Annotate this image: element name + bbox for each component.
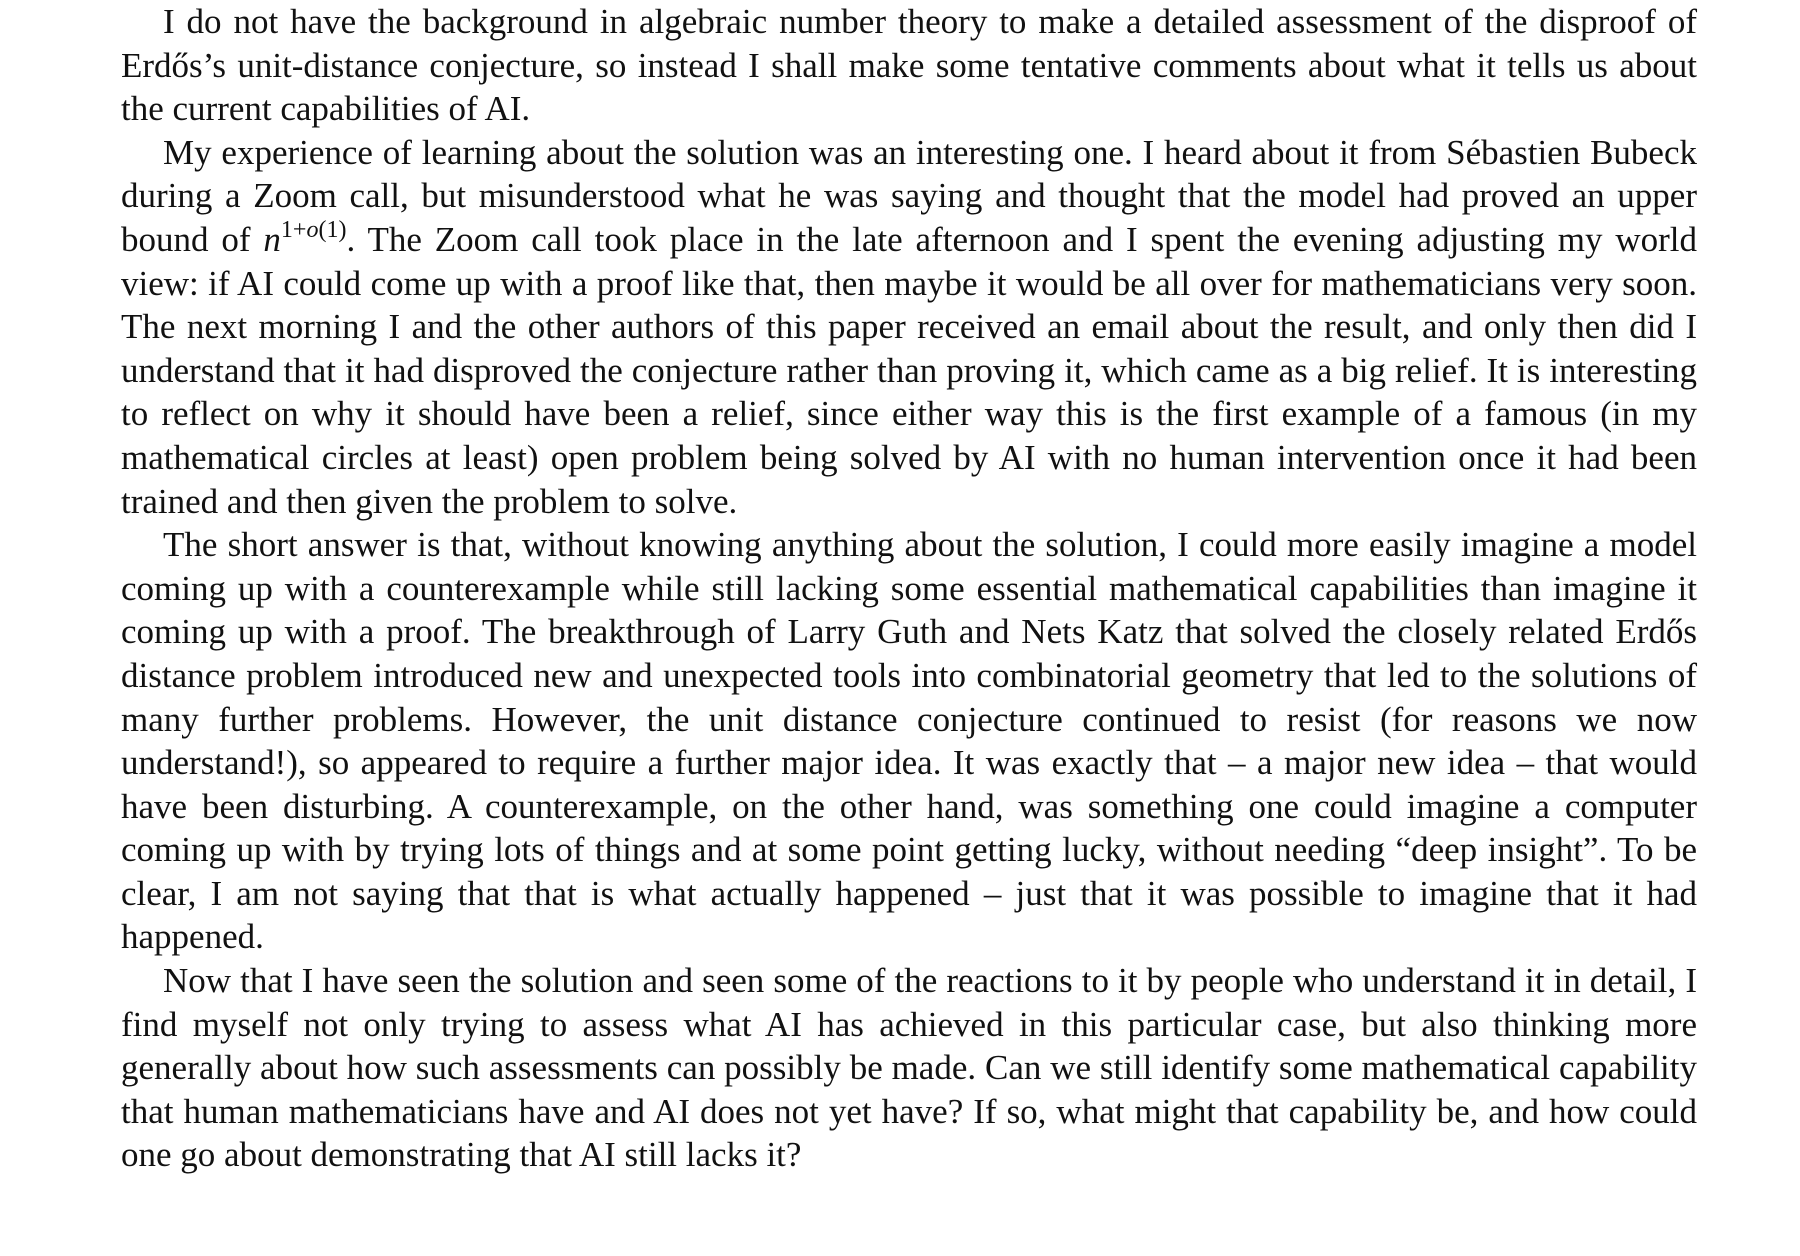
paragraph-1: I do not have the background in algebraic number theory to make a detailed assessment of the disproof of Erdős’s unit-distance conjecture, so instead I shall make some tentative comments about what it tells us about the current capabilities of AI. bbox=[121, 2, 1697, 129]
document-body bbox=[121, 0, 1697, 1177]
math-exponent-pre: 1+ bbox=[280, 216, 307, 243]
math-exponent-post: (1) bbox=[318, 216, 347, 243]
paragraph-2-text-before-math: My experience of learning about the solution was an interesting one. I heard about it from Sébastien Bubeck during a Zoom call, but misunderstood what he was saying and thought that the model had proved an upper bound of bbox=[121, 132, 1697, 259]
math-exponent-little-o: o bbox=[306, 216, 319, 243]
paragraph-4: Now that I have seen the solution and seen some of the reactions to it by people who understand it in detail, I find myself not only trying to assess what AI has achieved in this particular case, but also thinking more generally about how such assessments can possibly be made. Can we still identify some mathematical capability that human mathematicians have and AI does not yet have? If so, what might that capability be, and how could one go about demonstrating that AI still lacks it? bbox=[121, 961, 1697, 1175]
paragraph-3: The short answer is that, without knowing anything about the solution, I could more easily imagine a model coming up with a counterexample while still lacking some essential mathematical capabilities than imagine it coming up with a proof. The breakthrough of Larry Guth and Nets Katz that solved the closely related Erdős distance problem introduced new and unexpected tools into combinatorial geometry that led to the solutions of many further problems. However, the unit distance conjecture continued to resist (for reasons we now understand!), so appeared to require a further major idea. It was exactly that – a major new idea – that would have been disturbing. A counterexample, on the other hand, was something one could imagine a computer coming up with by trying lots of things and at some point getting lucky, without needing “deep insight”. To be clear, I am not saying that that is what actually happened – just that it was possible to imagine that it had happened. bbox=[121, 525, 1697, 957]
math-expression-base: n bbox=[263, 219, 281, 259]
paragraph-2-text-after-math: . The Zoom call took place in the late afternoon and I spent the evening adjusting my world view: if AI could come up with a proof like that, then maybe it would be all over for mathematicians very soon. The next morning I and the other authors of this paper received an email about the result, and only then did I understand that it had disproved the conjecture rather than proving it, which came as a big relief. It is interesting to reflect on why it should have been a relief, since either way this is the first example of a famous (in my mathematical circles at least) open problem being solved by AI with no human intervention once it had been trained and then given the problem to solve. bbox=[121, 219, 1698, 521]
paragraph-2 bbox=[121, 131, 1697, 523]
math-expression-exponent bbox=[281, 217, 347, 243]
